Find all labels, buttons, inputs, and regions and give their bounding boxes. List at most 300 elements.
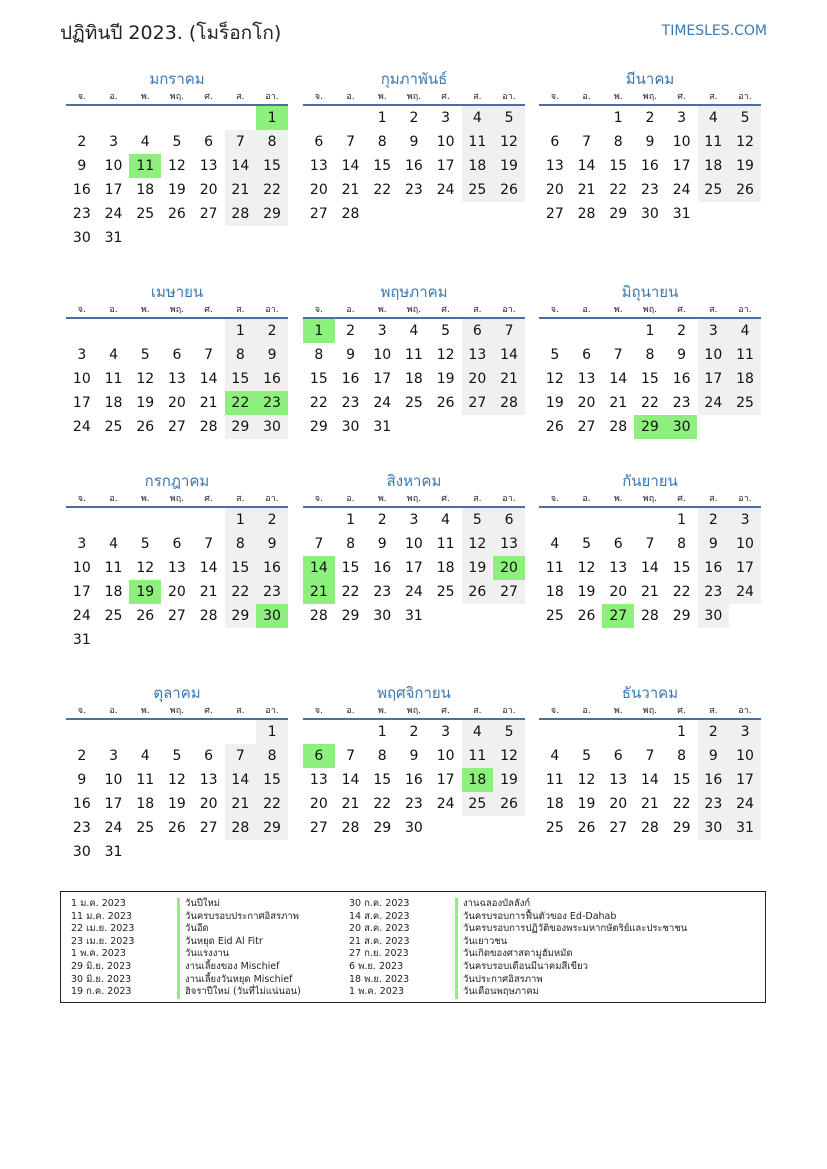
day-cell: 27 <box>309 206 328 222</box>
day-cell: 18 <box>729 367 761 391</box>
day-cell: 3 <box>77 536 87 552</box>
day-cell: 8 <box>256 130 288 154</box>
day-cell: 23 <box>698 580 730 604</box>
weekday-label: อ. <box>582 494 591 504</box>
weekday-label: อา. <box>502 92 516 102</box>
day-cell: 25 <box>136 206 155 222</box>
legend-holiday-name: วันแรงงาน <box>177 948 229 961</box>
weekday-label: อ. <box>582 92 591 102</box>
day-cell: 16 <box>256 367 288 391</box>
day-cell: 4 <box>698 106 730 130</box>
day-cell: 8 <box>225 532 257 556</box>
day-cell: 7 <box>645 748 655 764</box>
day-cell: 13 <box>609 560 628 576</box>
weekday-label: พฤ. <box>406 305 422 315</box>
day-cell: 29 <box>341 608 360 624</box>
day-cell: 1 <box>256 720 288 744</box>
day-cell: 23 <box>256 580 288 604</box>
day-cell: 17 <box>729 556 761 580</box>
day-cell: 24 <box>436 796 455 812</box>
weekday-label: พ. <box>377 92 387 102</box>
day-cell: 2 <box>346 323 355 339</box>
day-cell: 11 <box>405 347 423 363</box>
day-cell: 13 <box>309 772 328 788</box>
day-cell: 24 <box>729 792 761 816</box>
weekday-label: ส. <box>236 706 245 716</box>
weekday-label: อา. <box>502 494 516 504</box>
weekday-label: พ. <box>377 494 387 504</box>
weekday-label: ส. <box>236 494 245 504</box>
day-cell: 8 <box>314 347 324 363</box>
weekday-label: พ. <box>140 494 150 504</box>
day-cell: 6 <box>172 347 182 363</box>
weekday-label: ศ. <box>677 494 686 504</box>
day-cell: 16 <box>672 371 691 387</box>
day-cell: 28 <box>641 820 659 836</box>
day-cell: 27 <box>309 820 328 836</box>
day-cell: 2 <box>409 724 419 740</box>
day-cell: 11 <box>436 536 455 552</box>
weekday-label: อา. <box>265 706 279 716</box>
day-cell: 5 <box>441 323 451 339</box>
day-cell: 1 <box>377 110 387 126</box>
weekday-label: จ. <box>77 305 86 315</box>
day-cell: 22 <box>309 395 328 411</box>
weekday-header <box>66 90 288 106</box>
day-grid <box>303 319 525 439</box>
day-cell: 13 <box>545 158 564 174</box>
day-cell: 23 <box>405 182 423 198</box>
weekday-label: จ. <box>550 494 559 504</box>
day-cell: 26 <box>168 820 186 836</box>
weekday-label: ศ. <box>204 706 213 716</box>
day-cell: 10 <box>672 134 691 150</box>
day-cell: 13 <box>309 158 328 174</box>
day-cell: 29 <box>256 816 288 840</box>
legend-date: 1 พ.ค. 2023 <box>349 986 404 998</box>
day-cell: 21 <box>341 796 360 812</box>
day-cell: 22 <box>609 182 628 198</box>
day-cell: 18 <box>136 796 155 812</box>
legend-date: 23 เม.ย. 2023 <box>71 935 135 947</box>
day-cell: 2 <box>77 134 87 150</box>
day-cell: 1 <box>613 110 623 126</box>
day-grid <box>66 508 288 652</box>
day-cell: 27 <box>577 419 596 435</box>
day-grid <box>539 319 761 439</box>
weekday-label: พฤ. <box>642 494 658 504</box>
month-name: กันยายน <box>622 472 678 490</box>
day-cell: 10 <box>72 560 91 576</box>
day-cell: 4 <box>550 748 560 764</box>
legend-date: 27 ก.ย. 2023 <box>349 948 409 960</box>
weekday-label: อา. <box>738 494 752 504</box>
day-cell: 17 <box>104 796 123 812</box>
day-cell: 17 <box>72 395 91 411</box>
day-cell: 23 <box>72 820 91 836</box>
day-cell: 30 <box>641 206 659 222</box>
day-cell: 3 <box>109 134 118 150</box>
month-name: มีนาคม <box>625 70 675 88</box>
weekday-label: อา. <box>502 706 516 716</box>
legend-date: 18 พ.ย. 2023 <box>349 973 410 985</box>
day-cell: 7 <box>493 319 525 343</box>
day-cell: 20 <box>199 182 218 198</box>
legend-holiday-name: งานเลี้ยงวันหยุด Mischief <box>177 974 292 987</box>
day-cell: 22 <box>341 584 360 600</box>
day-cell: 22 <box>373 182 392 198</box>
weekday-label: อ. <box>346 706 355 716</box>
day-cell: 24 <box>436 182 455 198</box>
day-cell: 11 <box>104 371 123 387</box>
day-cell: 11 <box>545 560 564 576</box>
day-cell: 11 <box>129 154 161 178</box>
day-cell: 27 <box>199 206 218 222</box>
day-cell: 2 <box>645 110 655 126</box>
day-cell: 4 <box>729 319 761 343</box>
day-cell: 2 <box>698 508 730 532</box>
day-cell: 1 <box>303 319 335 343</box>
day-cell: 3 <box>441 724 451 740</box>
day-cell: 12 <box>168 772 186 788</box>
day-cell: 14 <box>641 772 659 788</box>
weekday-label: จ. <box>314 92 323 102</box>
day-cell: 11 <box>136 772 155 788</box>
day-cell: 31 <box>373 419 392 435</box>
legend-holiday-name: วันเยาวชน <box>455 936 507 949</box>
weekday-label: พ. <box>613 305 623 315</box>
day-cell: 24 <box>405 584 423 600</box>
day-cell: 26 <box>577 820 596 836</box>
day-cell: 5 <box>550 347 560 363</box>
day-cell: 19 <box>545 395 564 411</box>
day-cell: 21 <box>609 395 628 411</box>
weekday-label: จ. <box>314 494 323 504</box>
weekday-label: ส. <box>709 494 718 504</box>
day-cell: 27 <box>168 419 186 435</box>
weekday-label: อ. <box>582 305 591 315</box>
day-cell: 11 <box>104 560 123 576</box>
month-6 <box>539 281 761 439</box>
day-cell: 1 <box>346 512 355 528</box>
day-cell: 22 <box>641 395 659 411</box>
day-cell: 20 <box>168 584 186 600</box>
weekday-label: ส. <box>709 92 718 102</box>
day-cell: 18 <box>462 154 494 178</box>
day-cell: 31 <box>405 608 423 624</box>
day-cell: 20 <box>493 556 525 580</box>
site-link[interactable]: TIMESLES.COM <box>661 23 767 39</box>
day-cell: 9 <box>409 748 419 764</box>
month-4 <box>66 281 288 439</box>
day-cell: 23 <box>72 206 91 222</box>
weekday-label: พ. <box>377 305 387 315</box>
day-cell: 5 <box>729 106 761 130</box>
weekday-label: พ. <box>613 706 623 716</box>
month-name: พฤษภาคม <box>380 283 448 301</box>
day-cell: 11 <box>462 744 494 768</box>
day-cell: 26 <box>436 395 455 411</box>
day-cell: 12 <box>493 744 525 768</box>
day-cell: 25 <box>545 820 564 836</box>
day-grid <box>303 106 525 226</box>
month-name: เมษายน <box>150 283 204 301</box>
day-cell: 13 <box>577 371 596 387</box>
day-cell: 6 <box>613 748 623 764</box>
weekday-label: พฤ. <box>642 305 658 315</box>
weekday-label: ส. <box>709 706 718 716</box>
month-name: กุมภาพันธ์ <box>380 70 448 88</box>
day-cell: 22 <box>225 391 257 415</box>
day-cell: 4 <box>441 512 451 528</box>
day-cell: 1 <box>677 512 687 528</box>
weekday-label: พฤ. <box>406 92 422 102</box>
weekday-label: พ. <box>613 494 623 504</box>
weekday-header <box>303 303 525 319</box>
day-cell: 12 <box>136 560 155 576</box>
day-cell: 25 <box>545 608 564 624</box>
day-cell: 7 <box>225 130 257 154</box>
weekday-header <box>66 704 288 720</box>
day-grid <box>303 720 525 840</box>
weekday-label: พฤ. <box>406 706 422 716</box>
weekday-label: พ. <box>613 92 623 102</box>
weekday-label: ส. <box>473 92 482 102</box>
day-cell: 10 <box>104 158 123 174</box>
day-cell: 8 <box>677 748 687 764</box>
day-cell: 2 <box>409 110 419 126</box>
weekday-label: ส. <box>473 305 482 315</box>
day-cell: 20 <box>309 796 328 812</box>
weekday-label: พ. <box>140 706 150 716</box>
day-cell: 23 <box>698 792 730 816</box>
day-cell: 9 <box>346 347 355 363</box>
legend-holiday-name: วันครบรอบการปฏิวัติของพระมหากษัตริย์และประชาชน <box>455 923 687 936</box>
day-cell: 31 <box>104 844 123 860</box>
day-cell: 26 <box>462 580 494 604</box>
day-cell: 30 <box>256 604 288 628</box>
day-cell: 13 <box>199 772 218 788</box>
weekday-label: อ. <box>346 494 355 504</box>
weekday-label: พฤ. <box>642 706 658 716</box>
day-cell: 20 <box>609 584 628 600</box>
day-cell: 17 <box>405 560 423 576</box>
day-cell: 20 <box>545 182 564 198</box>
day-cell: 27 <box>602 604 634 628</box>
day-cell: 1 <box>256 106 288 130</box>
day-cell: 3 <box>409 512 419 528</box>
day-cell: 9 <box>256 343 288 367</box>
day-cell: 12 <box>462 532 494 556</box>
day-cell: 30 <box>698 604 730 628</box>
day-cell: 11 <box>462 130 494 154</box>
weekday-label: อา. <box>738 92 752 102</box>
day-cell: 6 <box>314 134 324 150</box>
day-cell: 6 <box>204 748 214 764</box>
day-cell: 29 <box>225 604 257 628</box>
day-cell: 5 <box>493 720 525 744</box>
weekday-label: ส. <box>236 92 245 102</box>
weekday-label: อ. <box>582 706 591 716</box>
day-cell: 18 <box>545 796 564 812</box>
day-cell: 25 <box>436 584 455 600</box>
day-cell: 10 <box>729 744 761 768</box>
day-cell: 25 <box>405 395 423 411</box>
day-cell: 2 <box>77 748 87 764</box>
day-cell: 16 <box>698 768 730 792</box>
day-cell: 7 <box>204 347 214 363</box>
day-cell: 16 <box>341 371 360 387</box>
day-cell: 12 <box>545 371 564 387</box>
day-cell: 30 <box>72 230 91 246</box>
day-cell: 29 <box>309 419 328 435</box>
weekday-label: อา. <box>265 305 279 315</box>
day-cell: 28 <box>641 608 659 624</box>
legend-date: 14 ส.ค. 2023 <box>349 910 410 922</box>
day-cell: 24 <box>373 395 392 411</box>
day-cell: 18 <box>104 395 123 411</box>
day-cell: 5 <box>493 106 525 130</box>
day-cell: 22 <box>225 580 257 604</box>
day-cell: 2 <box>256 508 288 532</box>
day-cell: 12 <box>577 772 596 788</box>
day-cell: 10 <box>405 536 423 552</box>
weekday-header <box>539 90 761 106</box>
month-12 <box>539 682 761 840</box>
legend-date: 30 มิ.ย. 2023 <box>71 973 132 985</box>
day-cell: 30 <box>405 820 423 836</box>
day-cell: 26 <box>545 419 564 435</box>
day-cell: 4 <box>109 536 118 552</box>
day-cell: 3 <box>109 748 118 764</box>
day-cell: 15 <box>225 556 257 580</box>
day-cell: 5 <box>582 536 591 552</box>
day-cell: 2 <box>698 720 730 744</box>
day-cell: 13 <box>493 532 525 556</box>
legend-holiday-name: วันเดือนพฤษภาคม <box>455 986 539 999</box>
day-cell: 6 <box>303 744 335 768</box>
day-cell: 30 <box>72 844 91 860</box>
day-cell: 14 <box>199 371 218 387</box>
day-cell: 15 <box>256 154 288 178</box>
day-cell: 17 <box>672 158 691 174</box>
day-cell: 11 <box>545 772 564 788</box>
month-10 <box>66 682 288 864</box>
day-cell: 27 <box>199 820 218 836</box>
day-cell: 26 <box>577 608 596 624</box>
day-cell: 21 <box>225 792 257 816</box>
day-cell: 31 <box>104 230 123 246</box>
weekday-label: ศ. <box>441 706 450 716</box>
day-grid <box>66 319 288 439</box>
day-cell: 31 <box>72 632 91 648</box>
weekday-label: พฤ. <box>169 706 185 716</box>
day-cell: 8 <box>377 134 387 150</box>
day-cell: 12 <box>168 158 186 174</box>
day-cell: 28 <box>609 419 628 435</box>
weekday-label: พฤ. <box>169 305 185 315</box>
legend-date: 1 พ.ค. 2023 <box>71 948 126 960</box>
day-cell: 22 <box>373 796 392 812</box>
day-cell: 8 <box>677 536 687 552</box>
weekday-label: อา. <box>502 305 516 315</box>
day-cell: 21 <box>303 580 335 604</box>
day-cell: 1 <box>677 724 687 740</box>
day-cell: 3 <box>77 347 87 363</box>
day-cell: 23 <box>256 391 288 415</box>
day-cell: 5 <box>462 508 494 532</box>
legend-holiday-name: วันปีใหม่ <box>177 898 220 911</box>
weekday-label: จ. <box>314 305 323 315</box>
day-cell: 21 <box>577 182 596 198</box>
day-cell: 17 <box>104 182 123 198</box>
day-cell: 6 <box>204 134 214 150</box>
month-1 <box>66 68 288 250</box>
day-cell: 15 <box>309 371 328 387</box>
day-cell: 29 <box>373 820 392 836</box>
day-cell: 12 <box>577 560 596 576</box>
legend-holiday-name: วันประกาศอิสรภาพ <box>455 974 543 987</box>
weekday-label: จ. <box>550 92 559 102</box>
weekday-label: จ. <box>77 92 86 102</box>
weekday-label: ส. <box>473 706 482 716</box>
day-cell: 19 <box>729 154 761 178</box>
day-cell: 8 <box>256 744 288 768</box>
day-cell: 22 <box>672 796 691 812</box>
weekday-label: ศ. <box>204 494 213 504</box>
day-cell: 25 <box>136 820 155 836</box>
day-cell: 26 <box>136 608 155 624</box>
day-cell: 25 <box>698 178 730 202</box>
month-name: กรกฎาคม <box>144 472 210 490</box>
legend-holiday-name: งานฉลองบัลลังก์ <box>455 898 530 911</box>
weekday-header <box>539 704 761 720</box>
weekday-header <box>303 492 525 508</box>
month-name: มิถุนายน <box>621 283 679 301</box>
day-cell: 9 <box>77 158 87 174</box>
day-cell: 19 <box>493 768 525 792</box>
day-cell: 29 <box>225 415 257 439</box>
weekday-header <box>303 90 525 106</box>
day-cell: 19 <box>168 182 186 198</box>
day-cell: 19 <box>493 154 525 178</box>
day-cell: 19 <box>577 796 596 812</box>
day-cell: 12 <box>493 130 525 154</box>
day-cell: 12 <box>436 347 455 363</box>
day-cell: 19 <box>462 556 494 580</box>
day-cell: 24 <box>72 419 91 435</box>
day-cell: 24 <box>698 391 730 415</box>
day-cell: 4 <box>550 536 560 552</box>
day-cell: 27 <box>545 206 564 222</box>
day-cell: 5 <box>172 748 182 764</box>
day-cell: 29 <box>672 608 691 624</box>
legend-holiday-name: ฮิจราปีใหม่ (วันที่ไม่แน่นอน) <box>177 986 301 999</box>
weekday-header <box>303 704 525 720</box>
legend-date: 11 ม.ค. 2023 <box>71 910 132 922</box>
day-cell: 23 <box>641 182 659 198</box>
day-cell: 9 <box>409 134 419 150</box>
weekday-label: พฤ. <box>406 494 422 504</box>
day-cell: 24 <box>72 608 91 624</box>
day-cell: 5 <box>140 536 150 552</box>
day-cell: 29 <box>256 202 288 226</box>
legend-date: 6 พ.ย. 2023 <box>349 961 404 972</box>
day-cell: 14 <box>199 560 218 576</box>
day-cell: 16 <box>373 560 392 576</box>
day-cell: 21 <box>225 178 257 202</box>
day-cell: 15 <box>225 367 257 391</box>
